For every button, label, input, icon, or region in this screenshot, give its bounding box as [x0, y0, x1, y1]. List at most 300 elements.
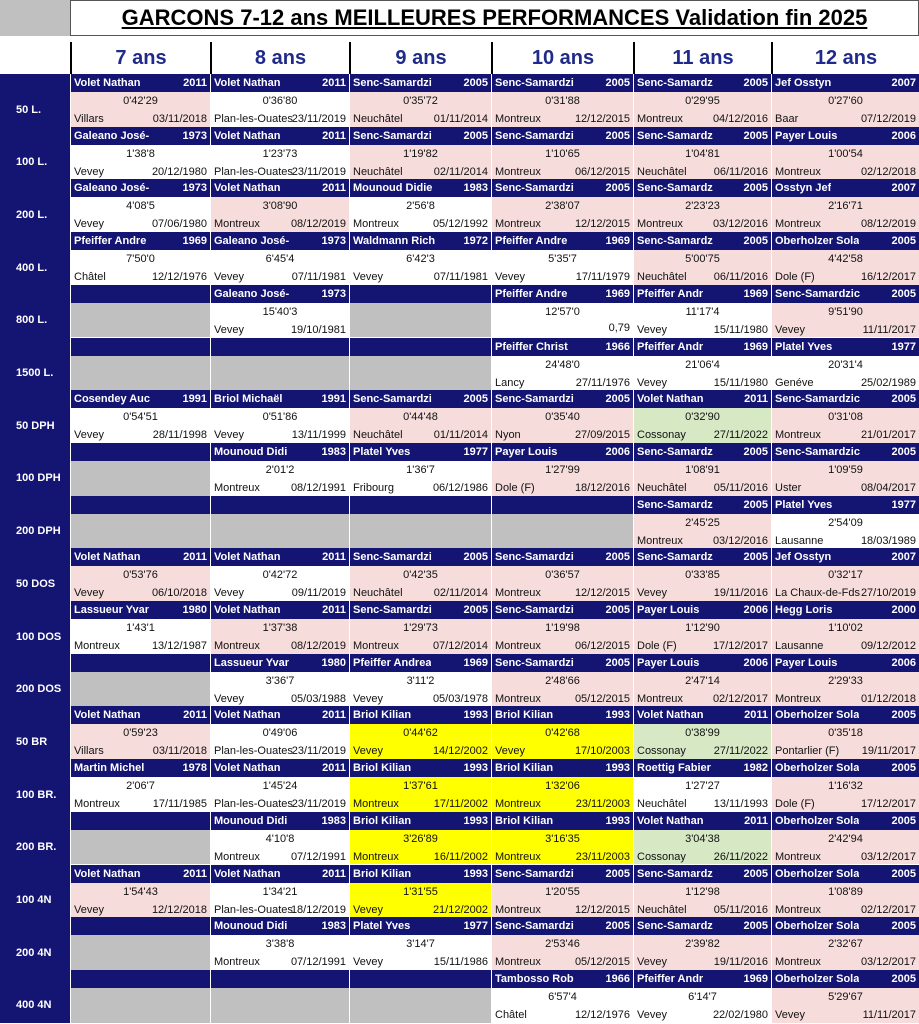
column-header: 12 ans	[771, 42, 919, 74]
record-time: 4'08'5	[126, 200, 155, 213]
record-cell	[349, 443, 491, 496]
record-place: Neuchâtel	[353, 429, 403, 442]
event-label: 200 DOS	[0, 672, 70, 707]
record-time: 1'19'98	[545, 622, 580, 634]
record-date: 15/11/1986	[433, 956, 488, 969]
record-time: 2'53'46	[545, 938, 580, 951]
record-header	[211, 74, 349, 92]
record-place: Vevey	[775, 323, 805, 336]
birth-year: 2011	[322, 129, 346, 142]
record-header	[71, 865, 210, 883]
record-body	[211, 883, 349, 918]
record-time: 0'33'85	[685, 569, 720, 582]
swimmer-name: Volet Nathan	[74, 77, 141, 89]
record-time: 0'35'40	[545, 411, 580, 424]
record-date: 15/11/1980	[713, 323, 768, 336]
record-cell	[210, 812, 349, 865]
birth-year: 2005	[743, 867, 768, 880]
record-header	[211, 654, 349, 672]
record-header-strip	[71, 970, 210, 988]
record-place: Plan-les-Ouates	[214, 903, 293, 916]
swimmer-name: Briol Kilian	[353, 814, 412, 827]
record-header	[772, 970, 919, 988]
record-header	[772, 917, 919, 935]
record-place: Vevey	[214, 692, 244, 705]
event-label: 100 DOS	[0, 619, 70, 654]
record-date: 23/11/2019	[291, 745, 346, 758]
swimmer-name: Roettig Fabier	[637, 762, 711, 775]
swimmer-name: Oberholzer Sola	[775, 814, 860, 827]
record-cell	[771, 706, 919, 759]
record-place: Montreux	[775, 218, 821, 231]
record-cell	[771, 812, 919, 865]
record-body	[492, 935, 633, 970]
event-header-strip	[0, 232, 70, 250]
swimmer-name: Briol Kilian	[495, 709, 554, 722]
swimmer-name: Senc-Samardzi	[495, 551, 574, 564]
event-header-strip	[0, 127, 70, 145]
record-time: 2'56'8	[406, 200, 435, 213]
record-body	[350, 408, 491, 443]
swimmer-name: Pfeiffer Christ	[495, 340, 568, 353]
record-header	[634, 548, 771, 566]
empty-record	[71, 461, 210, 496]
record-cell	[633, 706, 771, 759]
record-cell	[491, 706, 633, 759]
swimmer-name: Volet Nathan	[214, 77, 281, 89]
record-time: 6'57'4	[548, 990, 577, 1003]
record-header-strip	[350, 285, 491, 303]
record-header	[634, 970, 771, 988]
record-place: Montreux	[495, 903, 541, 916]
record-date: 07/06/1980	[151, 218, 207, 231]
record-header	[772, 127, 919, 145]
record-body	[211, 672, 349, 707]
record-cell	[349, 917, 491, 970]
record-header	[772, 285, 919, 303]
corner-blank	[0, 0, 70, 36]
record-place: Baar	[775, 113, 799, 125]
record-date: 08/12/2019	[860, 218, 916, 231]
record-header	[71, 390, 210, 408]
record-cell	[70, 706, 210, 759]
birth-year: 2005	[463, 77, 488, 89]
record-time: 0'42'72	[262, 569, 298, 582]
record-header	[772, 338, 919, 356]
birth-year: 1991	[321, 393, 346, 406]
record-time: 0'44'62	[403, 727, 438, 740]
record-time: 0'38'99	[685, 727, 720, 740]
record-place: Vevey	[353, 271, 383, 284]
record-time: 6'14'7	[688, 990, 717, 1003]
swimmer-name: Pfeiffer Andrea	[353, 656, 432, 669]
swimmer-name: Payer Louis	[637, 604, 700, 616]
swimmer-name: Platel Yves	[353, 445, 411, 458]
record-header	[71, 74, 210, 92]
swimmer-name: Platel Yves	[353, 920, 411, 933]
birth-year: 1983	[321, 920, 346, 933]
record-time: 0'31'08	[828, 411, 863, 424]
event-label-cell	[0, 127, 70, 180]
event-header-strip	[0, 706, 70, 724]
record-time: 1'38'8	[126, 147, 155, 160]
swimmer-name: Volet Nathan	[214, 709, 281, 722]
record-place: Vevey	[495, 271, 525, 284]
record-time: 2'23'23	[685, 200, 720, 213]
record-date: 27/10/2019	[860, 587, 916, 600]
record-cell	[771, 865, 919, 918]
record-cell	[349, 970, 491, 1023]
record-header	[350, 917, 491, 935]
event-header-strip	[0, 812, 70, 830]
record-time: 6'45'4	[265, 253, 295, 266]
record-header	[772, 390, 919, 408]
swimmer-name: Galeano José-	[214, 235, 290, 248]
record-place: Plan-les-Ouates	[214, 165, 293, 178]
event-label: 400 L.	[0, 250, 70, 285]
event-label-cell	[0, 601, 70, 654]
birth-year: 2005	[743, 182, 768, 195]
event-header-strip	[0, 654, 70, 672]
record-body	[492, 566, 633, 601]
record-header	[634, 443, 771, 461]
record-date: 19/11/2017	[861, 745, 916, 758]
record-time: 2'32'67	[828, 938, 863, 951]
swimmer-name: Senc-Samardzi	[353, 551, 432, 564]
record-place: Montreux	[495, 798, 541, 811]
record-header	[350, 548, 491, 566]
record-body	[634, 988, 771, 1023]
record-header	[350, 812, 491, 830]
record-time: 0'29'95	[685, 95, 720, 107]
empty-record	[350, 514, 491, 549]
record-time: 0'27'60	[828, 95, 863, 107]
record-body	[71, 883, 210, 918]
birth-year: 2005	[605, 920, 630, 933]
birth-year: 2005	[605, 77, 630, 89]
record-time: 0'42'35	[403, 569, 438, 582]
swimmer-name: Lassueur Yvar	[214, 656, 290, 669]
record-time: 12'57'0	[545, 305, 580, 318]
record-cell	[349, 74, 491, 127]
record-date: 07/12/2019	[860, 113, 916, 125]
record-place: Montreux	[214, 956, 260, 969]
empty-record	[350, 988, 491, 1023]
record-body	[634, 883, 771, 918]
record-body	[71, 250, 210, 285]
record-body	[71, 197, 210, 232]
record-header	[211, 865, 349, 883]
record-place: Neuchâtel	[637, 903, 687, 916]
record-cell	[491, 179, 633, 232]
record-time: 2'06'7	[126, 780, 155, 793]
record-header-strip	[350, 496, 491, 514]
record-date: 07/11/1981	[433, 271, 488, 284]
title-bar	[70, 0, 919, 36]
record-time: 1'27'27	[685, 780, 720, 793]
record-header	[492, 285, 633, 303]
record-date: 03/12/2016	[712, 534, 768, 547]
record-body	[634, 830, 771, 865]
record-place: Plan-les-Ouates	[214, 745, 293, 758]
record-cell	[70, 179, 210, 232]
record-time: 0'32'90	[685, 411, 720, 424]
record-header	[634, 127, 771, 145]
record-place: Vevey	[214, 271, 244, 284]
event-label: 50 DOS	[0, 566, 70, 601]
record-cell	[491, 390, 633, 443]
swimmer-name: Volet Nathan	[74, 867, 141, 880]
record-date: 05/03/1988	[290, 692, 346, 705]
birth-year: 2005	[743, 920, 768, 933]
record-body	[71, 619, 210, 654]
record-place: Vevey	[637, 956, 667, 969]
record-header	[772, 706, 919, 724]
record-cell	[210, 917, 349, 970]
record-cell	[349, 548, 491, 601]
record-header	[211, 179, 349, 197]
empty-record	[350, 356, 491, 391]
record-header	[350, 390, 491, 408]
record-body	[492, 408, 633, 443]
birth-year: 2005	[891, 762, 916, 775]
record-header-strip	[71, 917, 210, 935]
record-date: 23/11/2019	[291, 113, 346, 125]
record-cell	[633, 548, 771, 601]
record-time: 24'48'0	[545, 358, 580, 371]
record-cell	[633, 285, 771, 338]
record-header-strip	[211, 496, 349, 514]
record-date: 06/11/2016	[713, 271, 768, 284]
record-date: 11/11/2017	[862, 1008, 916, 1021]
record-body	[634, 566, 771, 601]
record-date: 25/02/1989	[860, 376, 916, 389]
birth-year: 2005	[605, 656, 630, 669]
record-date: 22/02/1980	[712, 1008, 768, 1021]
record-header-strip	[211, 970, 349, 988]
record-place: Cossonay	[637, 745, 686, 758]
record-cell	[633, 74, 771, 127]
event-label: 200 BR.	[0, 830, 70, 865]
record-time: 1'34'21	[262, 885, 298, 898]
record-place: Villars	[74, 113, 104, 125]
swimmer-name: Briol Kilian	[353, 709, 412, 722]
record-body	[772, 303, 919, 338]
swimmer-name: Osstyn Jef	[775, 182, 832, 195]
record-place: Montreux	[637, 218, 683, 231]
birth-year: 2011	[183, 867, 207, 880]
column-header: 9 ans	[349, 42, 491, 74]
record-time: 4'10'8	[265, 832, 295, 845]
record-header	[772, 496, 919, 514]
record-date: 17/11/2002	[433, 798, 488, 811]
record-place: Montreux	[214, 850, 260, 863]
swimmer-name: Senc-Samardz	[637, 920, 713, 933]
record-cell	[70, 496, 210, 549]
record-date: 23/11/2019	[291, 165, 346, 178]
record-time: 0'42'68	[545, 727, 580, 740]
record-header	[350, 654, 491, 672]
record-place: Montreux	[775, 956, 821, 969]
record-time: 1'08'89	[828, 885, 863, 898]
swimmer-name: Volet Nathan	[214, 182, 281, 195]
record-time: 2'39'82	[685, 938, 720, 951]
record-place: Lausanne	[775, 640, 824, 652]
swimmer-name: Volet Nathan	[637, 709, 704, 722]
birth-year: 1982	[743, 762, 768, 775]
birth-year: 1966	[605, 340, 630, 353]
birth-year: 2005	[463, 129, 488, 142]
column-header: 8 ans	[210, 42, 349, 74]
record-place: Montreux	[214, 481, 260, 494]
birth-year: 1978	[182, 762, 207, 775]
swimmer-name: Senc-Samardz	[637, 235, 713, 248]
record-body	[350, 830, 491, 865]
birth-year: 2005	[891, 287, 916, 300]
birth-year: 2007	[891, 551, 916, 564]
record-body	[634, 672, 771, 707]
record-header	[211, 759, 349, 777]
event-header-strip	[0, 74, 70, 92]
record-time: 1'08'91	[685, 463, 720, 476]
record-place: Vevey	[637, 376, 667, 389]
record-body	[211, 619, 349, 654]
swimmer-name: Platel Yves	[775, 340, 833, 353]
record-time: 1'45'24	[262, 780, 298, 793]
record-cell	[210, 127, 349, 180]
event-label-cell	[0, 338, 70, 391]
record-cell	[491, 548, 633, 601]
record-header	[634, 654, 771, 672]
event-header-strip	[0, 338, 70, 356]
swimmer-name: Hegg Loris	[775, 604, 833, 616]
record-header-strip	[71, 443, 210, 461]
swimmer-name: Volet Nathan	[74, 709, 141, 722]
record-date: 07/12/1991	[290, 956, 346, 969]
record-cell	[70, 443, 210, 496]
record-header	[492, 917, 633, 935]
record-place: Vevey	[353, 745, 383, 758]
record-body	[634, 250, 771, 285]
birth-year: 1993	[605, 762, 630, 775]
record-date: 17/11/1979	[575, 271, 630, 284]
event-header-strip	[0, 970, 70, 988]
record-time: 7'50'0	[126, 253, 155, 266]
record-cell	[70, 285, 210, 338]
record-time: 0'35'72	[403, 95, 438, 107]
record-cell	[210, 865, 349, 918]
record-time: 3'36'7	[265, 674, 295, 687]
record-time: 2'48'66	[545, 674, 580, 687]
record-date: 12/12/2015	[574, 587, 630, 600]
birth-year: 1969	[605, 287, 630, 300]
record-time: 3'14'7	[406, 938, 435, 951]
event-label-cell	[0, 390, 70, 443]
swimmer-name: Senc-Samardz	[637, 867, 713, 880]
record-body	[772, 672, 919, 707]
record-cell	[491, 285, 633, 338]
record-header-strip	[350, 970, 491, 988]
record-date: 06/12/2015	[574, 640, 630, 652]
record-place: Lausanne	[775, 534, 824, 547]
record-body	[492, 777, 633, 812]
record-time: 3'16'35	[545, 832, 580, 845]
swimmer-name: Galeano José-	[214, 287, 290, 300]
event-header-strip	[0, 390, 70, 408]
event-header-strip	[0, 548, 70, 566]
record-date: 05/11/2016	[713, 481, 768, 494]
empty-record	[71, 935, 210, 970]
record-date: 08/12/1991	[290, 481, 346, 494]
record-cell	[491, 812, 633, 865]
record-place: Neuchâtel	[637, 481, 687, 494]
empty-record	[71, 988, 210, 1023]
swimmer-name: Senc-Samardzi	[353, 77, 432, 89]
record-date: 26/11/2022	[713, 850, 768, 863]
birth-year: 1973	[182, 182, 207, 195]
record-header	[634, 917, 771, 935]
record-cell	[349, 706, 491, 759]
birth-year: 2005	[891, 814, 916, 827]
birth-year: 2005	[605, 867, 630, 880]
record-body	[350, 197, 491, 232]
birth-year: 2005	[605, 604, 630, 616]
event-header-strip	[0, 759, 70, 777]
record-date: 08/12/2019	[290, 640, 346, 652]
record-time: 5'35'7	[548, 253, 577, 266]
record-body	[492, 197, 633, 232]
record-body	[772, 514, 919, 549]
record-cell	[210, 706, 349, 759]
record-place: Vevey	[495, 745, 525, 758]
record-place: Vevey	[74, 903, 104, 916]
record-time: 4'42'58	[828, 253, 863, 266]
record-cell	[633, 601, 771, 654]
swimmer-name: Briol Kilian	[353, 867, 412, 880]
record-body	[71, 408, 210, 443]
record-body	[492, 830, 633, 865]
record-body	[772, 724, 919, 759]
swimmer-name: Senc-Samardz	[637, 445, 713, 458]
record-place: Lancy	[495, 376, 525, 389]
record-cell	[210, 338, 349, 391]
record-time: 15'40'3	[262, 305, 298, 318]
swimmer-name: Mounoud Didi	[214, 920, 288, 933]
record-header	[492, 127, 633, 145]
record-date: 17/10/2003	[574, 745, 630, 758]
birth-year: 2005	[463, 551, 488, 564]
birth-year: 1977	[463, 920, 488, 933]
birth-year: 2006	[891, 129, 916, 142]
birth-year: 2005	[891, 393, 916, 406]
record-header	[492, 179, 633, 197]
record-place: Vevey	[74, 165, 104, 178]
record-place: Neuchâtel	[353, 113, 403, 125]
swimmer-name: Cosendey Auc	[74, 393, 151, 406]
record-date: 07/12/2014	[432, 640, 488, 652]
record-body	[211, 724, 349, 759]
record-cell	[210, 390, 349, 443]
record-header	[71, 601, 210, 619]
record-date: 02/12/2017	[860, 903, 916, 916]
birth-year: 1980	[182, 604, 207, 616]
birth-year: 2011	[322, 182, 346, 195]
swimmer-name: Senc-Samardzi	[353, 129, 432, 142]
record-cell	[349, 338, 491, 391]
record-date: 07/12/1991	[290, 850, 346, 863]
page-title: GARCONS 7-12 ans MEILLEURES PERFORMANCES Validation fin 2025	[121, 5, 868, 30]
record-header	[350, 74, 491, 92]
